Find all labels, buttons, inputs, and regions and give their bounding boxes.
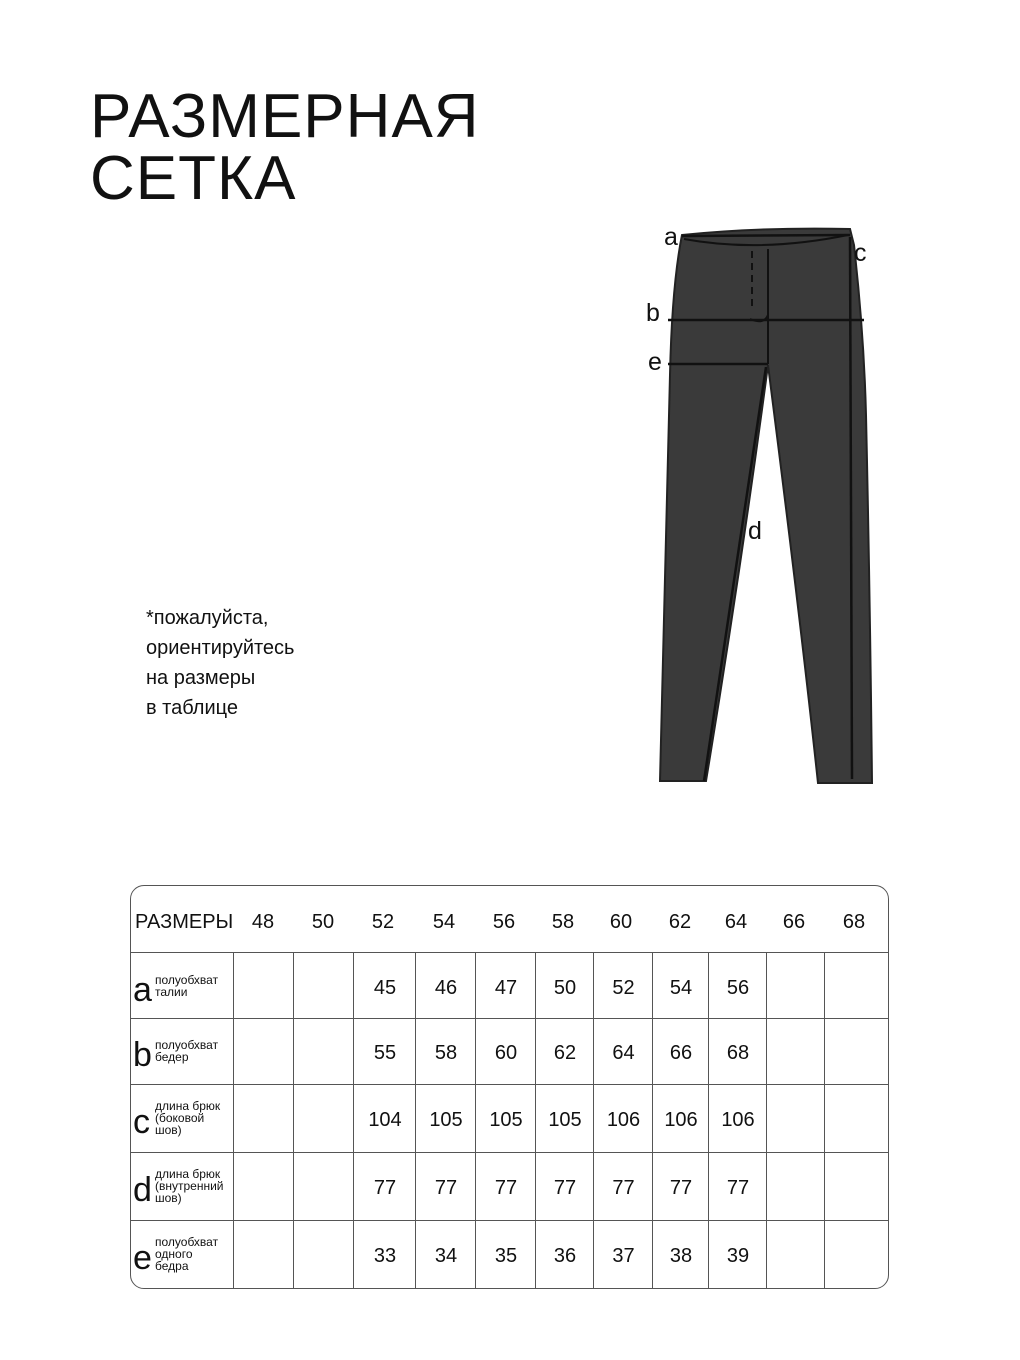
- note-line: на размеры: [146, 667, 256, 689]
- table-cell: [708, 1152, 767, 1220]
- note-line: в таблице: [146, 697, 238, 719]
- cell-value: 68: [726, 1042, 750, 1064]
- table-cell: [415, 1084, 476, 1152]
- cell-value: 62: [553, 1042, 577, 1064]
- row-letter: a: [133, 971, 152, 1009]
- table-cell: [475, 1152, 536, 1220]
- title-line-1: РАЗМЕРНАЯ: [90, 82, 480, 151]
- row-description-line: талии: [155, 985, 188, 999]
- cell-value: 58: [434, 1042, 458, 1064]
- cell-value: 34: [434, 1245, 458, 1267]
- table-row: [131, 1018, 888, 1085]
- label-b: b: [646, 299, 660, 327]
- table-cell: [475, 1018, 536, 1084]
- table-cell: [353, 1084, 416, 1152]
- table-cell: [652, 1084, 709, 1152]
- table-cell: [535, 953, 594, 1018]
- row-label: [131, 1152, 233, 1220]
- table-row: [131, 1084, 888, 1153]
- table-cell: [766, 1152, 825, 1220]
- row-label: [131, 1220, 233, 1288]
- table-cell: [415, 953, 476, 1018]
- title-line-2: СЕТКА: [90, 144, 297, 213]
- label-e: e: [648, 348, 662, 376]
- cell-value: 105: [548, 1109, 582, 1131]
- cell-value: 52: [612, 977, 635, 999]
- row-description-line: одного: [155, 1247, 193, 1261]
- table-cell: [293, 1220, 354, 1288]
- size-table: [130, 885, 889, 1289]
- cell-value: 35: [494, 1245, 518, 1267]
- size-header: 60: [609, 911, 633, 933]
- cell-value: 55: [373, 1042, 397, 1064]
- table-row: [131, 1220, 888, 1288]
- label-c: c: [854, 239, 867, 267]
- table-cell: [708, 1084, 767, 1152]
- cell-value: 33: [373, 1245, 397, 1267]
- table-header-row: [131, 886, 888, 953]
- table-cell: [293, 1084, 354, 1152]
- table-cell: [415, 1220, 476, 1288]
- table-cell: [293, 953, 354, 1018]
- table-cell: [766, 1084, 825, 1152]
- table-cell: [535, 1084, 594, 1152]
- cell-value: 106: [606, 1109, 641, 1131]
- table-cell: [766, 953, 825, 1018]
- row-description-line: (боковой: [155, 1111, 205, 1125]
- cell-value: 77: [434, 1177, 458, 1199]
- cell-value: 106: [664, 1109, 698, 1131]
- cell-value: 47: [494, 977, 518, 999]
- table-cell: [353, 1018, 416, 1084]
- row-letter: e: [133, 1239, 152, 1277]
- table-cell: [233, 1220, 294, 1288]
- table-cell: [708, 1220, 767, 1288]
- size-header: 62: [668, 911, 692, 933]
- row-description-line: длина брюк: [155, 1099, 221, 1113]
- row-description: [155, 974, 218, 998]
- cell-value: 54: [669, 977, 693, 999]
- table-cell: [475, 1084, 536, 1152]
- table-cell: [652, 1018, 709, 1084]
- table-cell: [353, 953, 416, 1018]
- table-cell: [708, 1018, 767, 1084]
- table-cell: [824, 953, 889, 1018]
- size-header: 52: [371, 911, 395, 933]
- size-header: 66: [782, 911, 806, 933]
- row-label: [131, 1084, 233, 1152]
- sizing-note: [146, 603, 294, 723]
- measure-line-a: [682, 235, 850, 236]
- table-cell: [475, 953, 536, 1018]
- cell-value: 77: [373, 1177, 397, 1199]
- cell-value: 46: [434, 977, 458, 999]
- cell-value: 77: [612, 1177, 635, 1199]
- row-description-line: полуобхват: [155, 973, 219, 987]
- sizes-header-label: РАЗМЕРЫ: [135, 911, 234, 933]
- cell-value: 39: [726, 1245, 750, 1267]
- row-letter: d: [133, 1171, 152, 1209]
- cell-value: 105: [489, 1109, 523, 1131]
- cell-value: 36: [553, 1245, 577, 1267]
- table-cell: [233, 953, 294, 1018]
- cell-value: 77: [726, 1177, 750, 1199]
- table-cell: [708, 953, 767, 1018]
- table-cell: [233, 1084, 294, 1152]
- table-cell: [353, 1220, 416, 1288]
- table-cell: [293, 1018, 354, 1084]
- table-cell: [824, 1220, 889, 1288]
- table-cell: [824, 1018, 889, 1084]
- size-header: 50: [311, 911, 335, 933]
- page-title: [90, 82, 480, 213]
- cell-value: 77: [669, 1177, 693, 1199]
- table-cell: [293, 1152, 354, 1220]
- row-description-line: (внутренний: [155, 1179, 224, 1193]
- cell-value: 37: [612, 1245, 635, 1267]
- table-cell: [593, 1018, 653, 1084]
- table-cell: [824, 1084, 889, 1152]
- row-letter: c: [133, 1103, 150, 1141]
- table-cell: [535, 1152, 594, 1220]
- table-cell: [766, 1018, 825, 1084]
- row-description-line: шов): [155, 1123, 182, 1137]
- row-description: [155, 1236, 218, 1272]
- table-cell: [233, 1018, 294, 1084]
- table-cell: [652, 1220, 709, 1288]
- cell-value: 50: [553, 977, 577, 999]
- table-cell: [415, 1018, 476, 1084]
- label-a: a: [664, 223, 678, 251]
- cell-value: 64: [612, 1042, 635, 1064]
- pants-diagram: [640, 215, 900, 795]
- size-header: 48: [251, 911, 275, 933]
- cell-value: 77: [553, 1177, 577, 1199]
- cell-value: 106: [721, 1109, 755, 1131]
- cell-value: 105: [429, 1109, 463, 1131]
- row-description-line: шов): [155, 1191, 182, 1205]
- table-cell: [593, 953, 653, 1018]
- table-cell: [475, 1220, 536, 1288]
- row-description: [155, 1100, 220, 1136]
- row-description-line: полуобхват: [155, 1038, 219, 1052]
- table-cell: [766, 1220, 825, 1288]
- row-description: [155, 1039, 218, 1063]
- cell-value: 45: [373, 977, 397, 999]
- label-d: d: [748, 517, 762, 545]
- table-cell: [593, 1084, 653, 1152]
- table-cell: [593, 1152, 653, 1220]
- size-header: 68: [842, 911, 866, 933]
- cell-value: 77: [494, 1177, 518, 1199]
- table-cell: [535, 1018, 594, 1084]
- table-cell: [652, 953, 709, 1018]
- note-line: ориентируйтесь: [146, 637, 295, 659]
- size-header: 54: [432, 911, 456, 933]
- row-description-line: полуобхват: [155, 1235, 219, 1249]
- cell-value: 66: [669, 1042, 693, 1064]
- row-label: [131, 1018, 233, 1084]
- table-cell: [353, 1152, 416, 1220]
- size-header: 64: [724, 911, 748, 933]
- note-line: *пожалуйста,: [146, 607, 269, 629]
- row-description-line: длина брюк: [155, 1167, 221, 1181]
- table-row: [131, 953, 888, 1019]
- cell-value: 56: [726, 977, 750, 999]
- table-row: [131, 1152, 888, 1221]
- row-description-line: бедер: [155, 1050, 189, 1064]
- table-cell: [652, 1152, 709, 1220]
- cell-value: 38: [669, 1245, 693, 1267]
- table-cell: [415, 1152, 476, 1220]
- size-header: 58: [551, 911, 575, 933]
- row-description-line: бедра: [155, 1259, 189, 1273]
- table-cell: [233, 1152, 294, 1220]
- pants-silhouette: [660, 229, 872, 783]
- row-label: [131, 953, 233, 1018]
- table-cell: [824, 1152, 889, 1220]
- size-header: 56: [492, 911, 516, 933]
- row-description: [155, 1168, 224, 1204]
- cell-value: 60: [494, 1042, 518, 1064]
- cell-value: 104: [368, 1109, 402, 1131]
- row-letter: b: [133, 1036, 152, 1074]
- table-cell: [535, 1220, 594, 1288]
- table-cell: [593, 1220, 653, 1288]
